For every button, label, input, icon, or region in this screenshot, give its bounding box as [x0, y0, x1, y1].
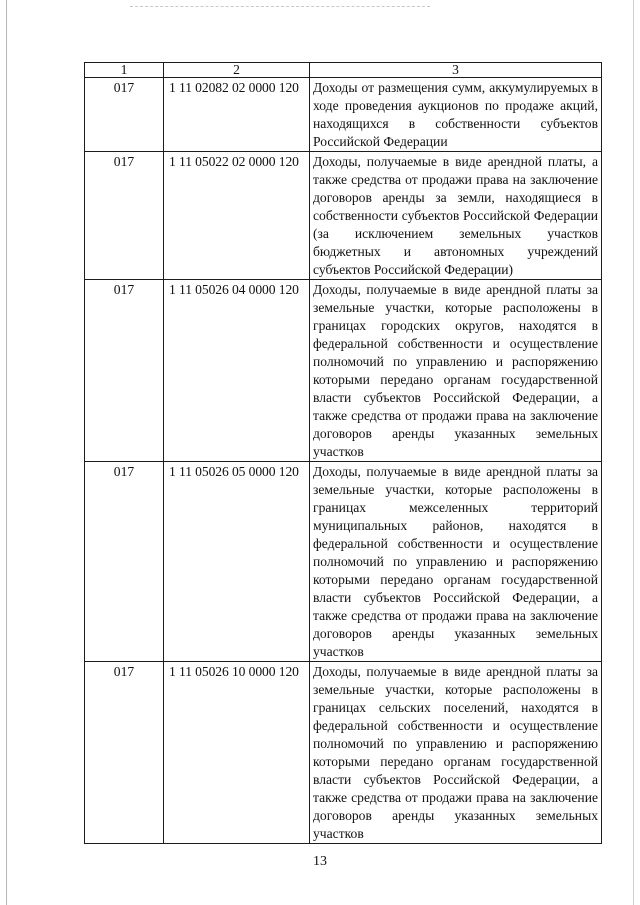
- budget-class-code-cell: 1 11 05026 10 0000 120: [164, 662, 310, 844]
- revenue-description-cell: Доходы, получаемые в виде арендной платы за земельные участки, которые расположены в границах городских округов, находятся в федеральной собственности и осуществление полномочий по управлению и распоряжению которыми передано органам государственной власти субъектов Российской Федерации, а также средства от продажи права на заключение договоров аренды указанных земельных участков: [310, 280, 602, 462]
- table-row: [85, 78, 602, 152]
- budget-class-code-cell: 1 11 02082 02 0000 120: [164, 78, 310, 152]
- table-row: [85, 152, 602, 280]
- page-edge-right: [633, 0, 634, 905]
- table-row: [85, 462, 602, 662]
- budget-class-code-cell: 1 11 05026 05 0000 120: [164, 462, 310, 662]
- column-header-1: 1: [85, 63, 164, 78]
- column-header-3: 3: [310, 63, 602, 78]
- revenue-codes-table: [84, 62, 602, 844]
- revenue-description-cell: Доходы, получаемые в виде арендной платы за земельные участки, которые расположены в границах межселенных территорий муниципальных районов, находятся в федеральной собственности и осуществление полномочий по управлению и распоряжению которыми передано органам государственной власти субъектов Российской Федерации, а также средства от продажи права на заключение договоров аренды указанных земельных участков: [310, 462, 602, 662]
- page-number: 13: [313, 854, 327, 869]
- revenue-description-cell: Доходы от размещения сумм, аккумулируемых в ходе проведения аукционов по продаже акций, находящихся в собственности субъектов Российской Федерации: [310, 78, 602, 152]
- budget-class-code-cell: 1 11 05022 02 0000 120: [164, 152, 310, 280]
- admin-code-cell: 017: [85, 662, 164, 844]
- table-header-row: [85, 63, 602, 78]
- revenue-description-cell: Доходы, получаемые в виде арендной платы, а также средства от продажи права на заключение договоров аренды за земли, находящиеся в собственности субъектов Российской Федерации (за исключением земельных участков бюджетных и автономных учреждений субъектов Российской Федерации): [310, 152, 602, 280]
- budget-class-code-cell: 1 11 05026 04 0000 120: [164, 280, 310, 462]
- page-edge-left: [6, 0, 7, 905]
- scan-artifact-line: [130, 6, 430, 8]
- admin-code-cell: 017: [85, 152, 164, 280]
- table-row: [85, 662, 602, 844]
- revenue-description-cell: Доходы, получаемые в виде арендной платы за земельные участки, которые расположены в границах сельских поселений, находятся в федеральной собственности и осуществление полномочий по управлению и распоряжению которыми передано органам государственной власти субъектов Российской Федерации, а также средства от продажи права на заключение договоров аренды указанных земельных участков: [310, 662, 602, 844]
- table-row: [85, 280, 602, 462]
- column-header-2: 2: [164, 63, 310, 78]
- admin-code-cell: 017: [85, 280, 164, 462]
- admin-code-cell: 017: [85, 462, 164, 662]
- admin-code-cell: 017: [85, 78, 164, 152]
